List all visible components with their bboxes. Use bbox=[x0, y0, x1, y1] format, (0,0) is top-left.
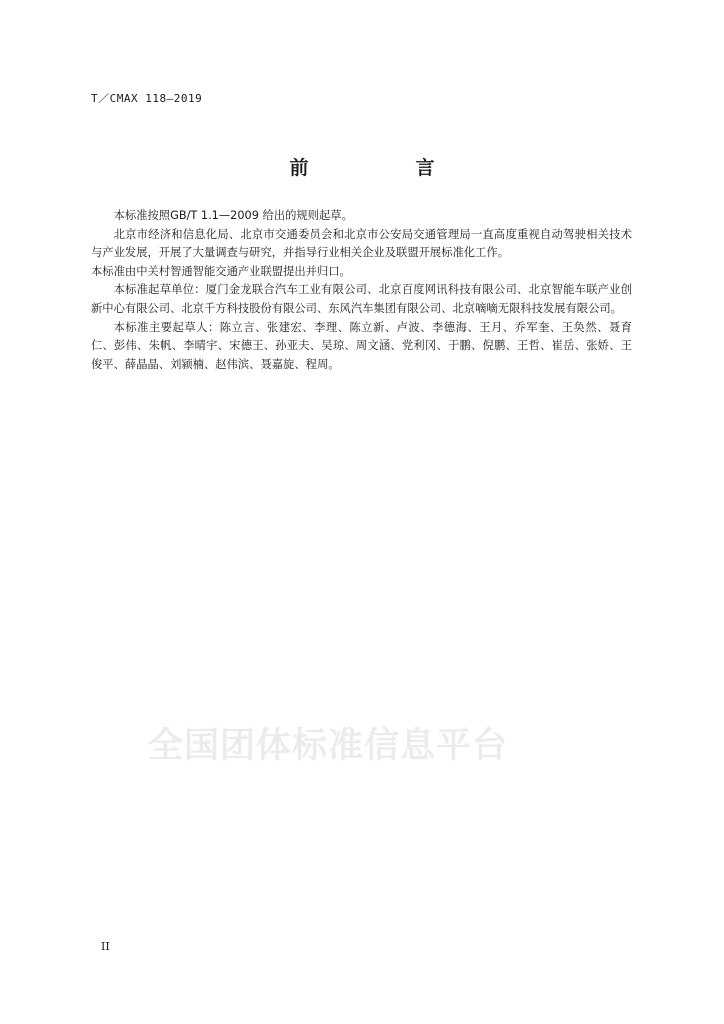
page-title: 前 言 bbox=[289, 157, 479, 179]
foreword-body bbox=[91, 207, 632, 374]
watermark: 全国团体标准信息平台 bbox=[148, 726, 509, 766]
paragraph-proposer: 本标准由中关村智通智能交通产业联盟提出并归口。 bbox=[91, 264, 351, 278]
paragraph-background: 北京市经济和信息化局、北京市交通委员会和北京市公安局交通管理局一直高度重视自动驾驶相关技术与产业发展，开展了大量调查与研究，并指导行业相关企业及联盟开展标准化工作。 bbox=[91, 227, 632, 260]
paragraph-drafting-rules: 本标准按照GB/T 1.1—2009 给出的规则起草。 bbox=[113, 209, 353, 222]
page-number: II bbox=[101, 940, 110, 953]
paragraph-drafters: 本标准主要起草人：陈立言、张建宏、李理、陈立新、卢波、李德海、王月、乔军奎、王奂然、聂育仁、彭伟、朱帆、李晴宇、宋德王、孙亚夫、吴琼、周文涵、党利冈、于鹏、倪鹏、王哲、崔岳、张娇、王俊平、薛晶晶、刘颍楠、赵伟滨、聂嘉旋、程周。 bbox=[91, 320, 632, 371]
paragraph-drafting-units: 本标准起草单位：厦门金龙联合汽车工业有限公司、北京百度网讯科技有限公司、北京智能车联产业创新中心有限公司、北京千方科技股份有限公司、东风汽车集团有限公司、北京嘀嘀无限科技发展有限公司。 bbox=[91, 283, 632, 315]
standard-code: T／CMAX 118—2019 bbox=[91, 92, 203, 105]
